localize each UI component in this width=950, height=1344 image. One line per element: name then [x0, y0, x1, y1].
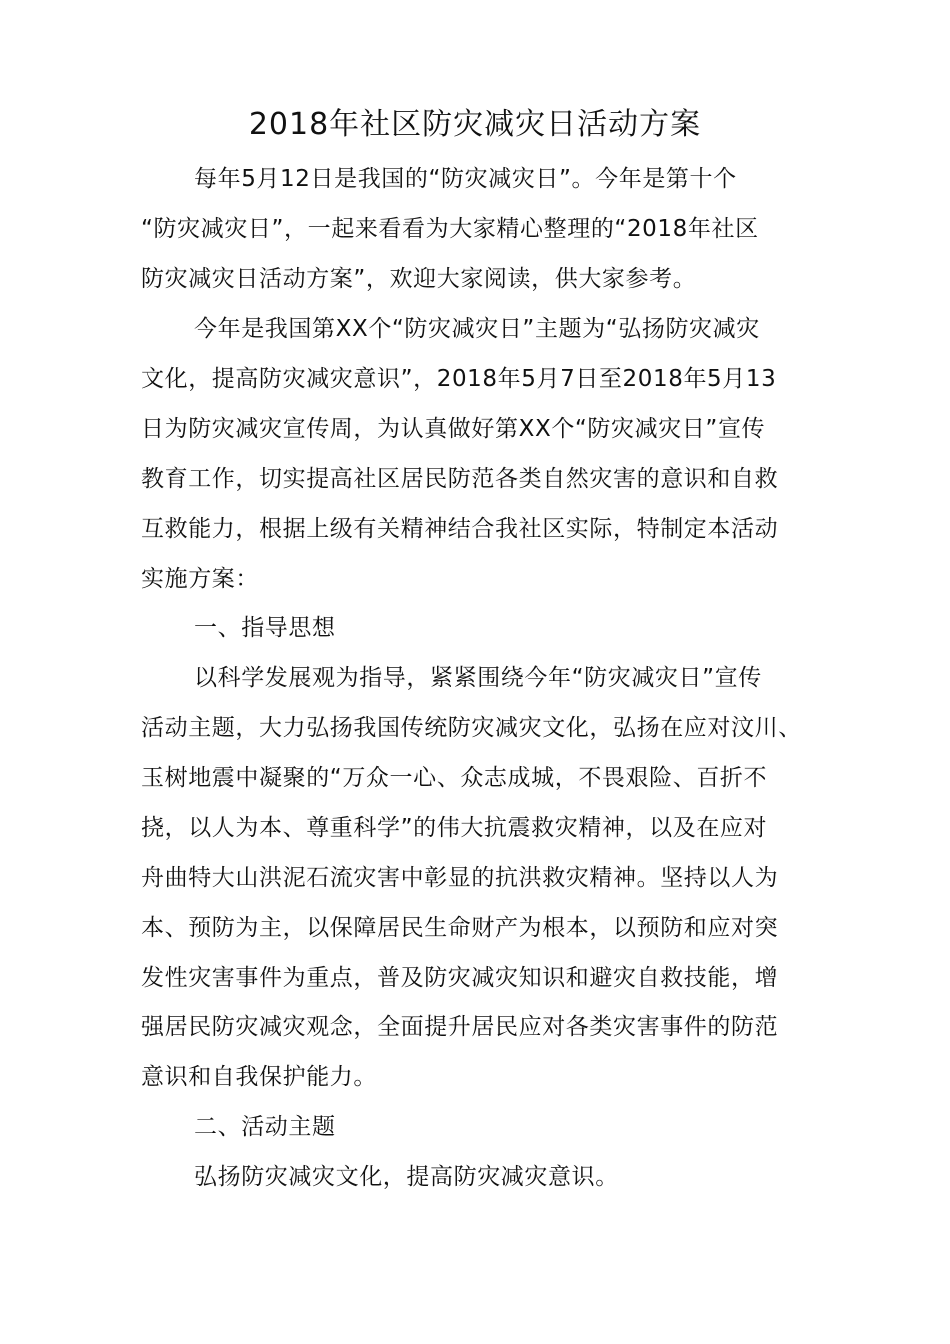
intro-line-1: 每年5月12日是我国的“防灾减灾日”。今年是第十个	[194, 166, 737, 192]
guiding-thought-line-8: 强居民防灾减灾观念，全面提升居民应对各类灾害事件的防范	[141, 1014, 779, 1040]
paragraph-2-line-4: 教育工作，切实提高社区居民防范各类自然灾害的意识和自救	[141, 466, 779, 492]
guiding-thought-line-1: 以科学发展观为指导，紧紧围绕今年“防灾减灾日”宣传	[194, 665, 762, 691]
activity-theme-line: 弘扬防灾减灾文化，提高防灾减灾意识。	[194, 1164, 619, 1190]
intro-line-3: 防灾减灾日活动方案”，欢迎大家阅读，供大家参考。	[141, 266, 697, 292]
paragraph-2-line-5: 互救能力，根据上级有关精神结合我社区实际，特制定本活动	[141, 516, 779, 542]
document-title: 2018年社区防灾减灾日活动方案	[248, 107, 702, 142]
paragraph-2-line-1: 今年是我国第XX个“防灾减灾日”主题为“弘扬防灾减灾	[194, 316, 760, 342]
guiding-thought-line-5: 舟曲特大山洪泥石流灾害中彰显的抗洪救灾精神。坚持以人为	[141, 865, 779, 891]
guiding-thought-line-3: 玉树地震中凝聚的“万众一心、众志成城，不畏艰险、百折不	[141, 765, 768, 791]
section-heading-guiding-thought: 一、指导思想	[194, 615, 336, 641]
section-heading-activity-theme: 二、活动主题	[194, 1114, 336, 1140]
paragraph-2-line-6: 实施方案：	[141, 566, 259, 592]
guiding-thought-line-4: 挠，以人为本、尊重科学”的伟大抗震救灾精神，以及在应对	[141, 815, 768, 841]
guiding-thought-line-7: 发性灾害事件为重点，普及防灾减灾知识和避灾自救技能，增	[141, 965, 779, 991]
guiding-thought-line-2: 活动主题，大力弘扬我国传统防灾减灾文化，弘扬在应对汶川、	[141, 715, 802, 741]
guiding-thought-line-9: 意识和自我保护能力。	[141, 1064, 377, 1090]
paragraph-2-line-2: 文化，提高防灾减灾意识”，2018年5月7日至2018年5月13	[141, 366, 777, 392]
intro-line-2: “防灾减灾日”，一起来看看为大家精心整理的“2018年社区	[141, 216, 759, 242]
paragraph-2-line-3: 日为防灾减灾宣传周，为认真做好第XX个“防灾减灾日”宣传	[141, 416, 766, 442]
guiding-thought-line-6: 本、预防为主，以保障居民生命财产为根本，以预防和应对突	[141, 915, 779, 941]
